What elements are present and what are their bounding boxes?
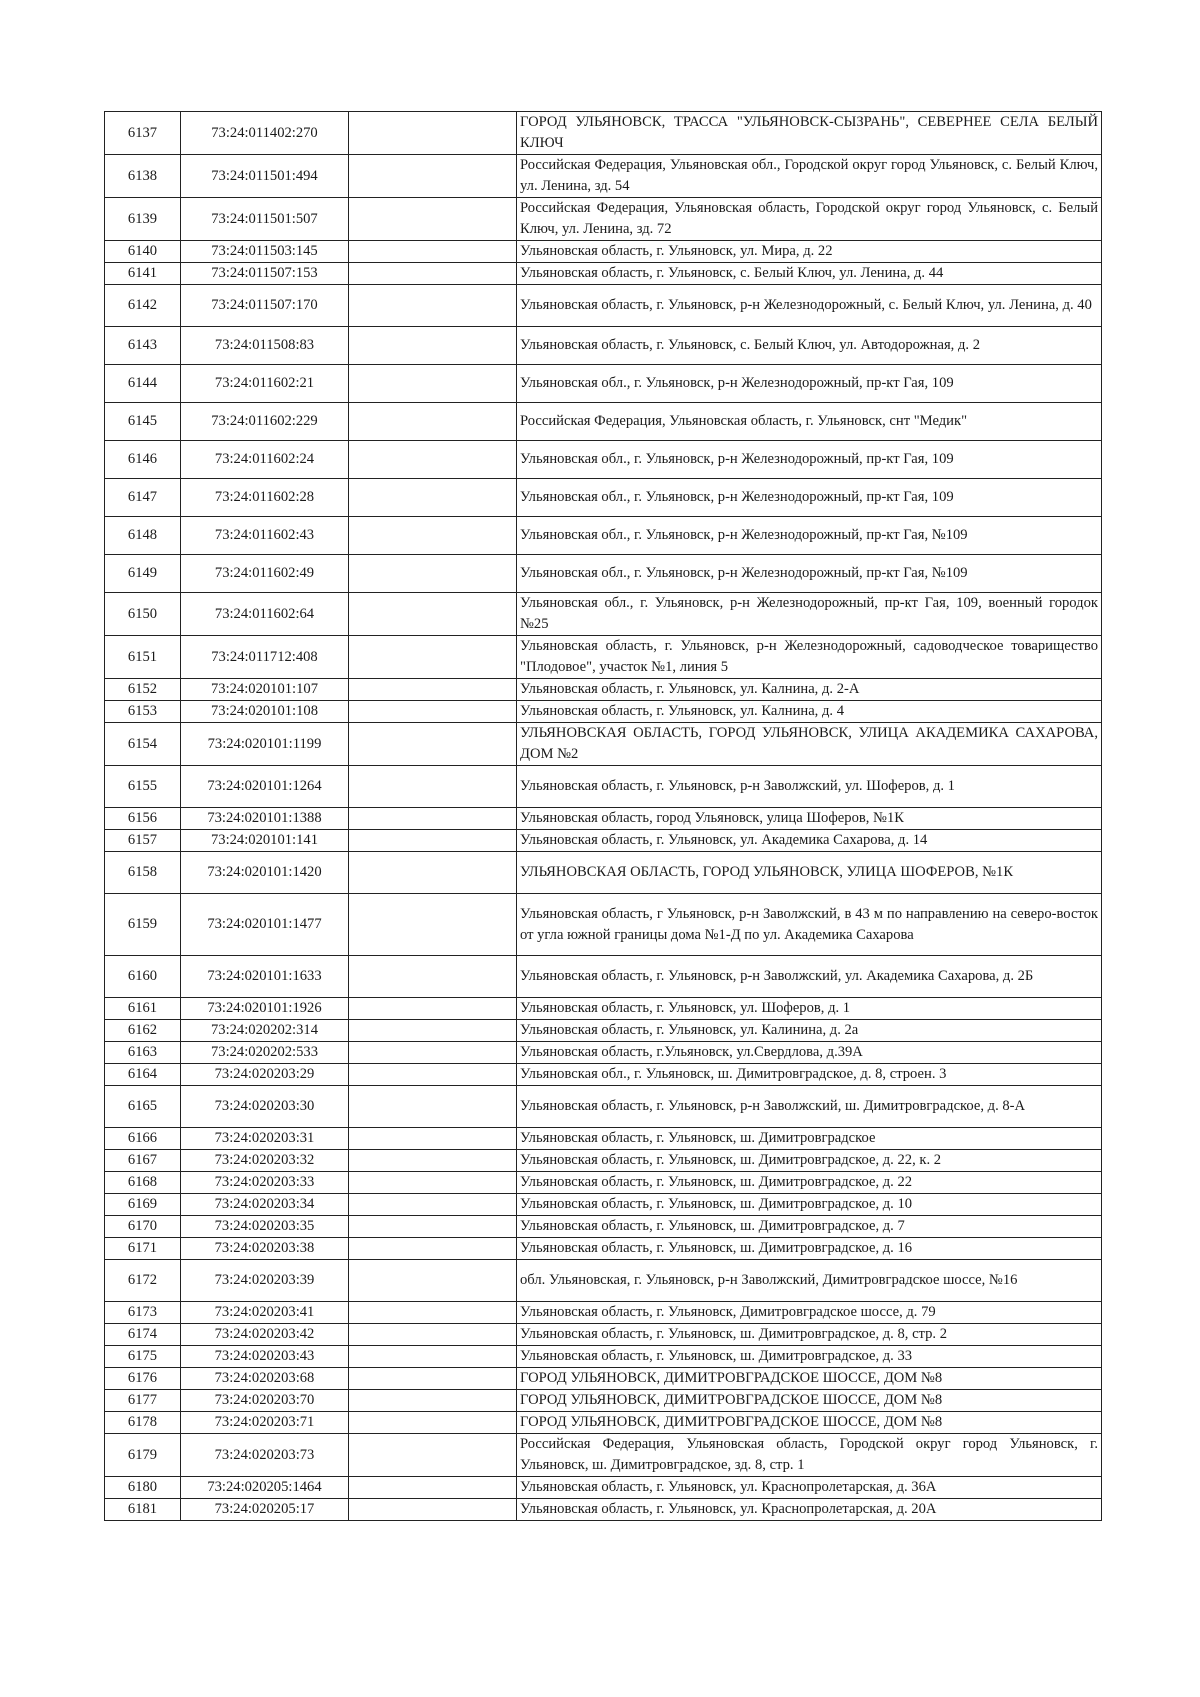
address: Ульяновская обл., г. Ульяновск, р-н Железнодорожный, пр-кт Гая, №109 (517, 517, 1102, 555)
empty-cell (349, 1020, 517, 1042)
table-row (105, 1434, 1102, 1477)
address: Ульяновская область, г. Ульяновск, ул. Калнина, д. 4 (517, 701, 1102, 723)
table-row (105, 1368, 1102, 1390)
row-number: 6177 (105, 1390, 181, 1412)
address: Ульяновская область, г. Ульяновск, ш. Димитровградское, д. 7 (517, 1216, 1102, 1238)
table-row (105, 1172, 1102, 1194)
cadastral-number: 73:24:020101:107 (181, 679, 349, 701)
empty-cell (349, 1042, 517, 1064)
address: Ульяновская область, г. Ульяновск, ул. Краснопролетарская, д. 20А (517, 1499, 1102, 1521)
address: Ульяновская область, г. Ульяновск, с. Белый Ключ, ул. Ленина, д. 44 (517, 263, 1102, 285)
empty-cell (349, 285, 517, 327)
empty-cell (349, 1086, 517, 1128)
cadastral-number: 73:24:011501:494 (181, 155, 349, 198)
empty-cell (349, 723, 517, 766)
address: Ульяновская область, г. Ульяновск, ул. Калинина, д. 2а (517, 1020, 1102, 1042)
table-row (105, 1150, 1102, 1172)
cadastral-number: 73:24:020202:314 (181, 1020, 349, 1042)
table-row (105, 1086, 1102, 1128)
row-number: 6153 (105, 701, 181, 723)
address: Ульяновская область, г. Ульяновск, ул. Краснопролетарская, д. 36А (517, 1477, 1102, 1499)
row-number: 6161 (105, 998, 181, 1020)
table-row (105, 263, 1102, 285)
address: Ульяновская область, г. Ульяновск, ш. Димитровградское, д. 33 (517, 1346, 1102, 1368)
table-row (105, 1064, 1102, 1086)
empty-cell (349, 1434, 517, 1477)
table-row (105, 830, 1102, 852)
table-row (105, 894, 1102, 956)
table-row (105, 1042, 1102, 1064)
address: Российская Федерация, Ульяновская обл., Городской округ город Ульяновск, с. Белый Ключ, ул. Ленина, зд. 54 (517, 155, 1102, 198)
row-number: 6147 (105, 479, 181, 517)
address: ГОРОД УЛЬЯНОВСК, ДИМИТРОВГРАДСКОЕ ШОССЕ, ДОМ №8 (517, 1390, 1102, 1412)
row-number: 6140 (105, 241, 181, 263)
row-number: 6137 (105, 112, 181, 155)
address: Ульяновская обл., г. Ульяновск, р-н Железнодорожный, пр-кт Гая, 109 (517, 365, 1102, 403)
address: Ульяновская обл., г. Ульяновск, р-н Железнодорожный, пр-кт Гая, 109, военный городок №25 (517, 593, 1102, 636)
row-number: 6167 (105, 1150, 181, 1172)
empty-cell (349, 403, 517, 441)
empty-cell (349, 479, 517, 517)
row-number: 6175 (105, 1346, 181, 1368)
table-row (105, 327, 1102, 365)
table-row (105, 701, 1102, 723)
empty-cell (349, 998, 517, 1020)
address: ГОРОД УЛЬЯНОВСК, ДИМИТРОВГРАДСКОЕ ШОССЕ, ДОМ №8 (517, 1412, 1102, 1434)
empty-cell (349, 636, 517, 679)
empty-cell (349, 1064, 517, 1086)
address: Ульяновская область, г. Ульяновск, ш. Димитровградское, д. 16 (517, 1238, 1102, 1260)
cadastral-number: 73:24:020101:1477 (181, 894, 349, 956)
row-number: 6145 (105, 403, 181, 441)
row-number: 6151 (105, 636, 181, 679)
address: Ульяновская область, город Ульяновск, улица Шоферов, №1К (517, 808, 1102, 830)
empty-cell (349, 1128, 517, 1150)
cadastral-number: 73:24:020101:1420 (181, 852, 349, 894)
address: Ульяновская область, г. Ульяновск, ул. Калнина, д. 2-А (517, 679, 1102, 701)
empty-cell (349, 679, 517, 701)
row-number: 6159 (105, 894, 181, 956)
address: Ульяновская область, г. Ульяновск, с. Белый Ключ, ул. Автодорожная, д. 2 (517, 327, 1102, 365)
cadastral-number: 73:24:011602:49 (181, 555, 349, 593)
address: Российская Федерация, Ульяновская область, Городской округ город Ульяновск, с. Белый Ключ, ул. Ленина, зд. 72 (517, 198, 1102, 241)
row-number: 6163 (105, 1042, 181, 1064)
address: Ульяновская обл., г. Ульяновск, р-н Железнодорожный, пр-кт Гая, 109 (517, 441, 1102, 479)
address: Российская Федерация, Ульяновская область, Городской округ город Ульяновск, г. Ульяновск, ш. Димитровградское, зд. 8, стр. 1 (517, 1434, 1102, 1477)
row-number: 6160 (105, 956, 181, 998)
cadastral-number: 73:24:011602:28 (181, 479, 349, 517)
address: УЛЬЯНОВСКАЯ ОБЛАСТЬ, ГОРОД УЛЬЯНОВСК, УЛИЦА ШОФЕРОВ, №1К (517, 852, 1102, 894)
cadastral-number: 73:24:020205:17 (181, 1499, 349, 1521)
address: Российская Федерация, Ульяновская область, г. Ульяновск, снт "Медик" (517, 403, 1102, 441)
row-number: 6142 (105, 285, 181, 327)
cadastral-number: 73:24:011602:64 (181, 593, 349, 636)
empty-cell (349, 1412, 517, 1434)
cadastral-number: 73:24:020203:31 (181, 1128, 349, 1150)
table-row (105, 1390, 1102, 1412)
empty-cell (349, 263, 517, 285)
cadastral-number: 73:24:011507:170 (181, 285, 349, 327)
row-number: 6169 (105, 1194, 181, 1216)
empty-cell (349, 1302, 517, 1324)
cadastral-number: 73:24:011712:408 (181, 636, 349, 679)
cadastral-number: 73:24:020203:34 (181, 1194, 349, 1216)
address: Ульяновская обл., г. Ульяновск, р-н Железнодорожный, пр-кт Гая, №109 (517, 555, 1102, 593)
address: УЛЬЯНОВСКАЯ ОБЛАСТЬ, ГОРОД УЛЬЯНОВСК, УЛИЦА АКАДЕМИКА САХАРОВА, ДОМ №2 (517, 723, 1102, 766)
address: обл. Ульяновская, г. Ульяновск, р-н Заволжский, Димитровградское шоссе, №16 (517, 1260, 1102, 1302)
table-row (105, 517, 1102, 555)
cadastral-number: 73:24:020203:68 (181, 1368, 349, 1390)
table-row (105, 1128, 1102, 1150)
row-number: 6178 (105, 1412, 181, 1434)
registry-body (105, 112, 1102, 1521)
empty-cell (349, 1390, 517, 1412)
empty-cell (349, 1216, 517, 1238)
cadastral-number: 73:24:020203:33 (181, 1172, 349, 1194)
empty-cell (349, 241, 517, 263)
table-row (105, 1412, 1102, 1434)
empty-cell (349, 1499, 517, 1521)
empty-cell (349, 517, 517, 555)
empty-cell (349, 198, 517, 241)
cadastral-number: 73:24:011501:507 (181, 198, 349, 241)
empty-cell (349, 441, 517, 479)
cadastral-number: 73:24:011508:83 (181, 327, 349, 365)
cadastral-number: 73:24:020101:1388 (181, 808, 349, 830)
row-number: 6180 (105, 1477, 181, 1499)
address: Ульяновская обл., г. Ульяновск, ш. Димитровградское, д. 8, строен. 3 (517, 1064, 1102, 1086)
cadastral-number: 73:24:020203:73 (181, 1434, 349, 1477)
empty-cell (349, 1238, 517, 1260)
row-number: 6164 (105, 1064, 181, 1086)
address: Ульяновская область, г. Ульяновск, ул. Шоферов, д. 1 (517, 998, 1102, 1020)
table-row (105, 555, 1102, 593)
row-number: 6157 (105, 830, 181, 852)
cadastral-number: 73:24:020101:108 (181, 701, 349, 723)
cadastral-number: 73:24:020203:71 (181, 1412, 349, 1434)
cadastral-number: 73:24:020205:1464 (181, 1477, 349, 1499)
table-row (105, 1020, 1102, 1042)
empty-cell (349, 852, 517, 894)
cadastral-number: 73:24:020203:43 (181, 1346, 349, 1368)
address: Ульяновская область, г Ульяновск, р-н Заволжский, в 43 м по направлению на северо-восток от угла южной границы дома №1-Д по ул. Академика Сахарова (517, 894, 1102, 956)
table-row (105, 198, 1102, 241)
table-row (105, 956, 1102, 998)
empty-cell (349, 1172, 517, 1194)
cadastral-number: 73:24:020203:38 (181, 1238, 349, 1260)
empty-cell (349, 766, 517, 808)
row-number: 6141 (105, 263, 181, 285)
cadastral-number: 73:24:011602:43 (181, 517, 349, 555)
empty-cell (349, 1368, 517, 1390)
address: Ульяновская область, г.Ульяновск, ул.Свердлова, д.39А (517, 1042, 1102, 1064)
empty-cell (349, 555, 517, 593)
table-row (105, 593, 1102, 636)
row-number: 6144 (105, 365, 181, 403)
row-number: 6179 (105, 1434, 181, 1477)
row-number: 6166 (105, 1128, 181, 1150)
empty-cell (349, 155, 517, 198)
table-row (105, 679, 1102, 701)
cadastral-number: 73:24:020203:32 (181, 1150, 349, 1172)
empty-cell (349, 1194, 517, 1216)
cadastral-number: 73:24:020203:42 (181, 1324, 349, 1346)
empty-cell (349, 112, 517, 155)
cadastral-number: 73:24:011602:21 (181, 365, 349, 403)
cadastral-number: 73:24:011507:153 (181, 263, 349, 285)
row-number: 6174 (105, 1324, 181, 1346)
row-number: 6171 (105, 1238, 181, 1260)
empty-cell (349, 830, 517, 852)
table-row (105, 441, 1102, 479)
row-number: 6149 (105, 555, 181, 593)
row-number: 6170 (105, 1216, 181, 1238)
cadastral-number: 73:24:011503:145 (181, 241, 349, 263)
row-number: 6155 (105, 766, 181, 808)
row-number: 6172 (105, 1260, 181, 1302)
table-row (105, 1324, 1102, 1346)
cadastral-number: 73:24:011602:229 (181, 403, 349, 441)
address: Ульяновская область, г. Ульяновск, р-н Заволжский, ш. Димитровградское, д. 8-А (517, 1086, 1102, 1128)
empty-cell (349, 1260, 517, 1302)
address: Ульяновская область, г. Ульяновск, ш. Димитровградское, д. 22 (517, 1172, 1102, 1194)
empty-cell (349, 327, 517, 365)
address: Ульяновская область, г. Ульяновск, р-н Заволжский, ул. Шоферов, д. 1 (517, 766, 1102, 808)
cadastral-number: 73:24:020101:1633 (181, 956, 349, 998)
row-number: 6139 (105, 198, 181, 241)
row-number: 6176 (105, 1368, 181, 1390)
cadastral-number: 73:24:011402:270 (181, 112, 349, 155)
table-row (105, 285, 1102, 327)
row-number: 6162 (105, 1020, 181, 1042)
table-row (105, 241, 1102, 263)
table-row (105, 365, 1102, 403)
empty-cell (349, 701, 517, 723)
table-row (105, 1477, 1102, 1499)
cadastral-number: 73:24:020203:35 (181, 1216, 349, 1238)
cadastral-number: 73:24:020101:1199 (181, 723, 349, 766)
table-row (105, 636, 1102, 679)
cadastral-number: 73:24:020203:29 (181, 1064, 349, 1086)
table-row (105, 808, 1102, 830)
table-row (105, 1194, 1102, 1216)
row-number: 6173 (105, 1302, 181, 1324)
cadastral-number: 73:24:020101:1264 (181, 766, 349, 808)
address: Ульяновская область, г. Ульяновск, р-н Железнодорожный, садоводческое товарищество "Плодовое", участок №1, линия 5 (517, 636, 1102, 679)
cadastral-number: 73:24:020203:39 (181, 1260, 349, 1302)
address: Ульяновская область, г. Ульяновск, ш. Димитровградское (517, 1128, 1102, 1150)
empty-cell (349, 894, 517, 956)
registry-table (104, 111, 1102, 1521)
table-row (105, 1216, 1102, 1238)
table-row (105, 1260, 1102, 1302)
table-row (105, 155, 1102, 198)
row-number: 6168 (105, 1172, 181, 1194)
cadastral-number: 73:24:020202:533 (181, 1042, 349, 1064)
empty-cell (349, 808, 517, 830)
address: ГОРОД УЛЬЯНОВСК, ДИМИТРОВГРАДСКОЕ ШОССЕ, ДОМ №8 (517, 1368, 1102, 1390)
cadastral-number: 73:24:020101:1926 (181, 998, 349, 1020)
row-number: 6143 (105, 327, 181, 365)
table-row (105, 1238, 1102, 1260)
address: Ульяновская область, г. Ульяновск, ш. Димитровградское, д. 8, стр. 2 (517, 1324, 1102, 1346)
cadastral-number: 73:24:020203:70 (181, 1390, 349, 1412)
row-number: 6181 (105, 1499, 181, 1521)
table-row (105, 1346, 1102, 1368)
empty-cell (349, 365, 517, 403)
row-number: 6146 (105, 441, 181, 479)
address: Ульяновская область, г. Ульяновск, ул. Мира, д. 22 (517, 241, 1102, 263)
row-number: 6158 (105, 852, 181, 894)
empty-cell (349, 1150, 517, 1172)
address: Ульяновская область, г. Ульяновск, Димитровградское шоссе, д. 79 (517, 1302, 1102, 1324)
row-number: 6148 (105, 517, 181, 555)
address: Ульяновская область, г. Ульяновск, р-н Железнодорожный, с. Белый Ключ, ул. Ленина, д. 40 (517, 285, 1102, 327)
address: Ульяновская область, г. Ульяновск, р-н Заволжский, ул. Академика Сахарова, д. 2Б (517, 956, 1102, 998)
cadastral-number: 73:24:020203:41 (181, 1302, 349, 1324)
row-number: 6165 (105, 1086, 181, 1128)
table-row (105, 479, 1102, 517)
table-row (105, 723, 1102, 766)
table-row (105, 998, 1102, 1020)
row-number: 6156 (105, 808, 181, 830)
address: Ульяновская область, г. Ульяновск, ул. Академика Сахарова, д. 14 (517, 830, 1102, 852)
address: Ульяновская обл., г. Ульяновск, р-н Железнодорожный, пр-кт Гая, 109 (517, 479, 1102, 517)
empty-cell (349, 1324, 517, 1346)
empty-cell (349, 593, 517, 636)
row-number: 6138 (105, 155, 181, 198)
empty-cell (349, 1477, 517, 1499)
table-row (105, 766, 1102, 808)
table-row (105, 1499, 1102, 1521)
empty-cell (349, 956, 517, 998)
empty-cell (349, 1346, 517, 1368)
cadastral-number: 73:24:011602:24 (181, 441, 349, 479)
cadastral-number: 73:24:020203:30 (181, 1086, 349, 1128)
address: Ульяновская область, г. Ульяновск, ш. Димитровградское, д. 22, к. 2 (517, 1150, 1102, 1172)
table-row (105, 1302, 1102, 1324)
cadastral-number: 73:24:020101:141 (181, 830, 349, 852)
table-row (105, 112, 1102, 155)
row-number: 6152 (105, 679, 181, 701)
row-number: 6150 (105, 593, 181, 636)
address: ГОРОД УЛЬЯНОВСК, ТРАССА "УЛЬЯНОВСК-СЫЗРАНЬ", СЕВЕРНЕЕ СЕЛА БЕЛЫЙ КЛЮЧ (517, 112, 1102, 155)
row-number: 6154 (105, 723, 181, 766)
table-row (105, 403, 1102, 441)
table-row (105, 852, 1102, 894)
address: Ульяновская область, г. Ульяновск, ш. Димитровградское, д. 10 (517, 1194, 1102, 1216)
